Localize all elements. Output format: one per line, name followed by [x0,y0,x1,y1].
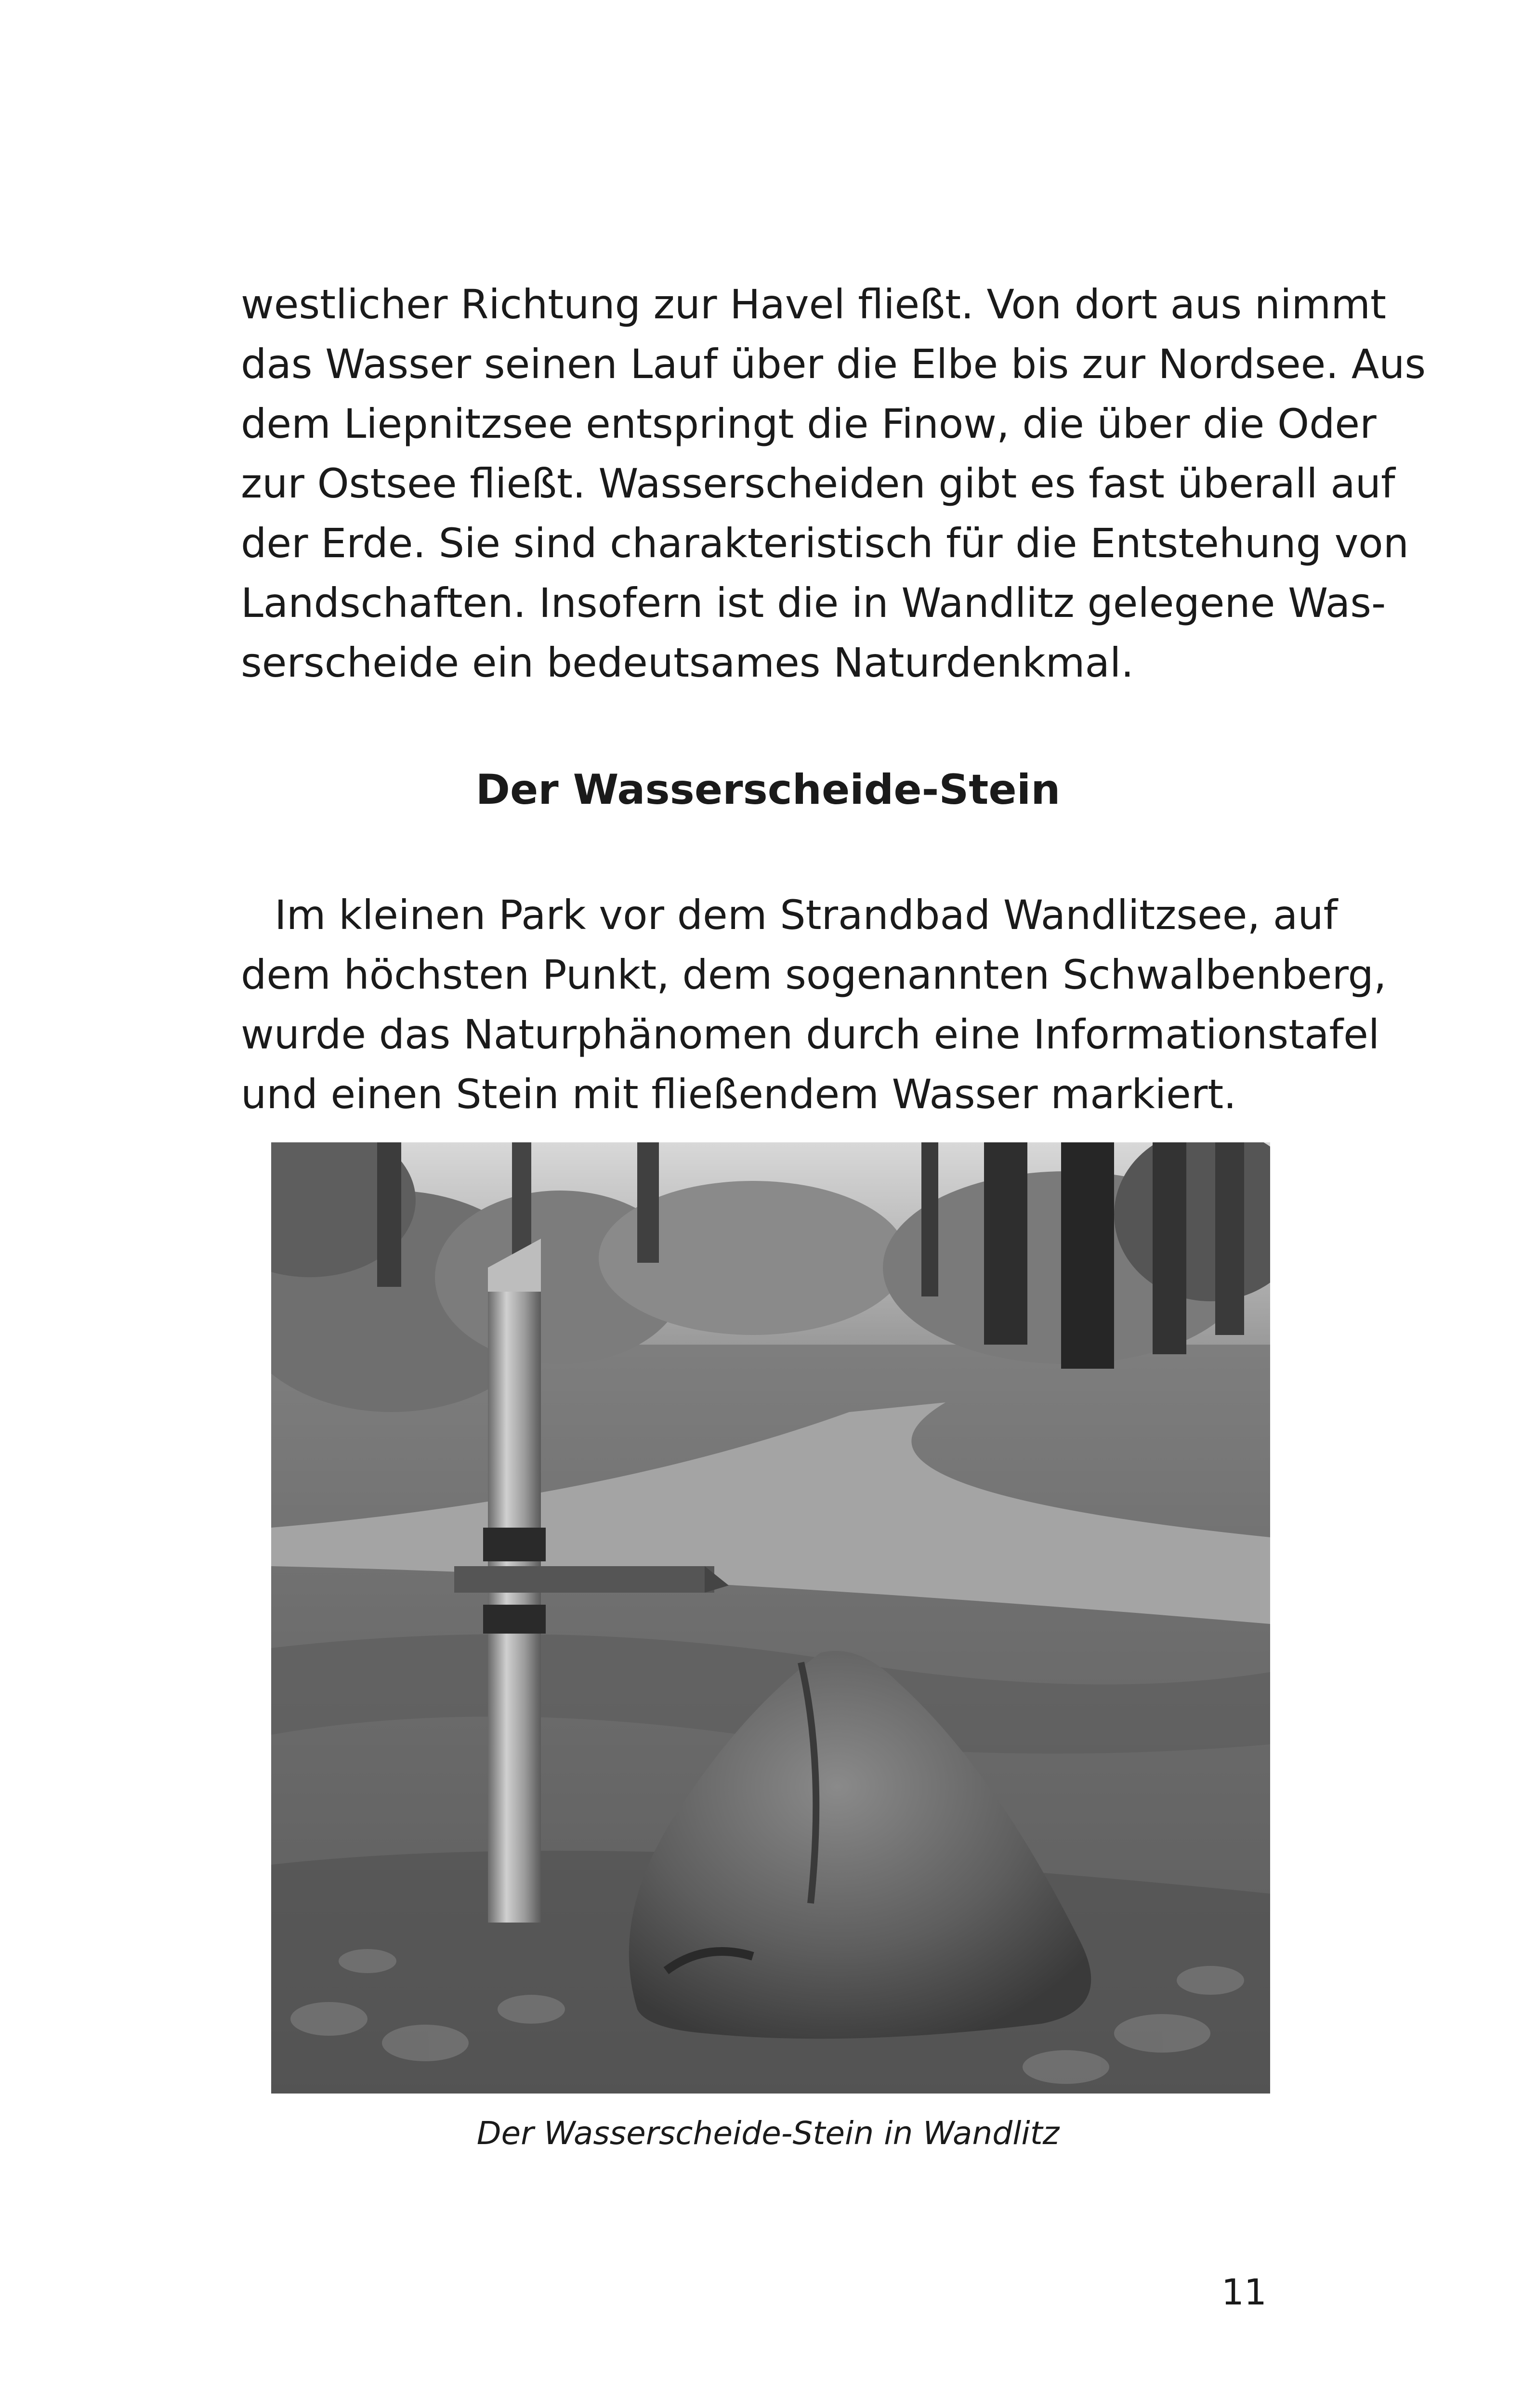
photo-caption: Der Wasserscheide-Stein in Wandlitz [476,2115,1060,2152]
text-line: dem Liepnitzsee entspringt die Finow, die über die Oder [241,400,1377,447]
text-line: serscheide ein bedeutsames Naturdenkmal. [241,639,1134,686]
text-line: der Erde. Sie sind charakteristisch für die Entstehung von [241,520,1409,567]
text-line: zur Ostsee fließt. Wasserscheiden gibt es fast überall auf [241,460,1395,507]
text-line: westlicher Richtung zur Havel fließt. Von dort aus nimmt [241,281,1386,328]
page-number: 11 [1221,2272,1267,2313]
body-paragraph-2 [241,885,1387,1124]
text-line: Landschaften. Insofern ist die in Wandlitz gelegene Was- [241,579,1386,627]
text-line: wurde das Naturphänomen durch eine Informationstafel [241,1011,1380,1058]
text-line: dem höchsten Punkt, dem sogenannten Schwalbenberg, [241,951,1387,998]
photo-wasserscheide-stein [271,1142,1270,2094]
text-line: und einen Stein mit fließendem Wasser markiert. [241,1071,1236,1118]
text-line: Im kleinen Park vor dem Strandbad Wandlitzsee, auf [275,891,1338,939]
section-heading: Der Wasserscheide-Stein [475,766,1061,814]
text-line: das Wasser seinen Lauf über die Elbe bis zur Nordsee. Aus [241,340,1426,388]
body-paragraph-1 [241,275,1426,693]
